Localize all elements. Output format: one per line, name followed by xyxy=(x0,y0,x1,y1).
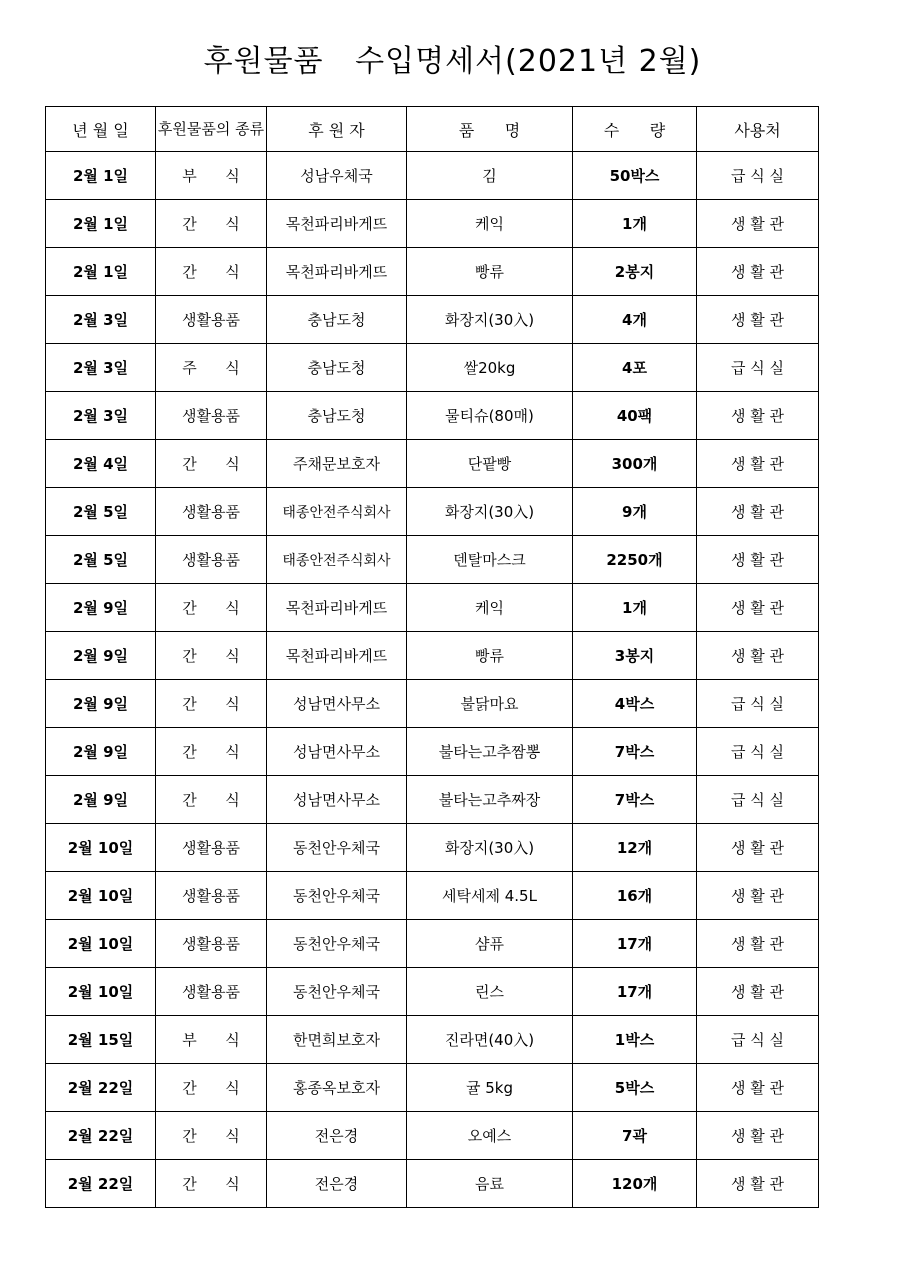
cell-category: 생활용품 xyxy=(156,872,267,920)
donation-ledger-table xyxy=(45,106,819,1208)
table-row xyxy=(46,392,819,440)
table-row xyxy=(46,440,819,488)
cell-quantity: 12개 xyxy=(573,824,697,872)
cell-date: 2월 22일 xyxy=(46,1112,156,1160)
cell-item: 음료 xyxy=(407,1160,573,1208)
cell-item: 불닭마요 xyxy=(407,680,573,728)
cell-donor: 성남면사무소 xyxy=(267,776,407,824)
cell-date: 2월 15일 xyxy=(46,1016,156,1064)
cell-category: 생활용품 xyxy=(156,824,267,872)
cell-category: 간 식 xyxy=(156,440,267,488)
table-header-row xyxy=(46,107,819,152)
cell-quantity: 4포 xyxy=(573,344,697,392)
cell-donor: 태종안전주식회사 xyxy=(267,536,407,584)
table-row xyxy=(46,680,819,728)
cell-destination: 급 식 실 xyxy=(697,1016,819,1064)
cell-donor: 충남도청 xyxy=(267,392,407,440)
cell-category: 생활용품 xyxy=(156,488,267,536)
cell-quantity: 40팩 xyxy=(573,392,697,440)
cell-category: 간 식 xyxy=(156,200,267,248)
cell-destination: 생 활 관 xyxy=(697,392,819,440)
table-row xyxy=(46,584,819,632)
table-body xyxy=(46,152,819,1208)
cell-category: 간 식 xyxy=(156,776,267,824)
table-row xyxy=(46,872,819,920)
cell-quantity: 17개 xyxy=(573,968,697,1016)
cell-quantity: 1박스 xyxy=(573,1016,697,1064)
cell-item: 케익 xyxy=(407,584,573,632)
cell-date: 2월 4일 xyxy=(46,440,156,488)
cell-quantity: 16개 xyxy=(573,872,697,920)
cell-donor: 전은경 xyxy=(267,1160,407,1208)
cell-donor: 한면희보호자 xyxy=(267,1016,407,1064)
cell-quantity: 7곽 xyxy=(573,1112,697,1160)
cell-donor: 목천파리바게뜨 xyxy=(267,584,407,632)
header-destination: 사용처 xyxy=(697,107,819,152)
cell-quantity: 4개 xyxy=(573,296,697,344)
cell-quantity: 50박스 xyxy=(573,152,697,200)
table-row xyxy=(46,728,819,776)
cell-quantity: 7박스 xyxy=(573,776,697,824)
cell-item: 단팥빵 xyxy=(407,440,573,488)
cell-destination: 급 식 실 xyxy=(697,680,819,728)
cell-item: 쌀20kg xyxy=(407,344,573,392)
cell-donor: 동천안우체국 xyxy=(267,872,407,920)
cell-donor: 주채문보호자 xyxy=(267,440,407,488)
cell-destination: 생 활 관 xyxy=(697,872,819,920)
cell-quantity: 2봉지 xyxy=(573,248,697,296)
cell-date: 2월 10일 xyxy=(46,872,156,920)
cell-destination: 생 활 관 xyxy=(697,200,819,248)
cell-destination: 생 활 관 xyxy=(697,632,819,680)
table-row xyxy=(46,776,819,824)
cell-date: 2월 10일 xyxy=(46,968,156,1016)
cell-item: 빵류 xyxy=(407,632,573,680)
header-date: 년 월 일 xyxy=(46,107,156,152)
cell-item: 세탁세제 4.5L xyxy=(407,872,573,920)
cell-quantity: 1개 xyxy=(573,200,697,248)
cell-item: 린스 xyxy=(407,968,573,1016)
table-row xyxy=(46,1016,819,1064)
table-row xyxy=(46,344,819,392)
cell-category: 간 식 xyxy=(156,584,267,632)
cell-destination: 급 식 실 xyxy=(697,344,819,392)
cell-date: 2월 3일 xyxy=(46,392,156,440)
cell-item: 케익 xyxy=(407,200,573,248)
cell-category: 주 식 xyxy=(156,344,267,392)
cell-donor: 목천파리바게뜨 xyxy=(267,632,407,680)
cell-item: 불타는고추짬뽕 xyxy=(407,728,573,776)
header-donor: 후 원 자 xyxy=(267,107,407,152)
cell-donor: 홍종옥보호자 xyxy=(267,1064,407,1112)
cell-destination: 생 활 관 xyxy=(697,824,819,872)
cell-quantity: 300개 xyxy=(573,440,697,488)
cell-date: 2월 5일 xyxy=(46,536,156,584)
cell-category: 간 식 xyxy=(156,248,267,296)
cell-destination: 생 활 관 xyxy=(697,248,819,296)
cell-item: 불타는고추짜장 xyxy=(407,776,573,824)
cell-destination: 생 활 관 xyxy=(697,536,819,584)
cell-donor: 태종안전주식회사 xyxy=(267,488,407,536)
cell-date: 2월 1일 xyxy=(46,152,156,200)
cell-quantity: 2250개 xyxy=(573,536,697,584)
cell-destination: 급 식 실 xyxy=(697,776,819,824)
table-row xyxy=(46,488,819,536)
cell-date: 2월 10일 xyxy=(46,824,156,872)
cell-destination: 생 활 관 xyxy=(697,920,819,968)
cell-date: 2월 22일 xyxy=(46,1160,156,1208)
table-row xyxy=(46,296,819,344)
header-category: 후원물품의 종류 xyxy=(156,107,267,152)
cell-date: 2월 9일 xyxy=(46,584,156,632)
cell-category: 생활용품 xyxy=(156,296,267,344)
cell-donor: 목천파리바게뜨 xyxy=(267,248,407,296)
table-row xyxy=(46,536,819,584)
cell-item: 화장지(30入) xyxy=(407,824,573,872)
cell-date: 2월 5일 xyxy=(46,488,156,536)
cell-destination: 생 활 관 xyxy=(697,1112,819,1160)
cell-date: 2월 1일 xyxy=(46,248,156,296)
cell-donor: 동천안우체국 xyxy=(267,824,407,872)
cell-quantity: 5박스 xyxy=(573,1064,697,1112)
cell-quantity: 1개 xyxy=(573,584,697,632)
cell-quantity: 9개 xyxy=(573,488,697,536)
table-row xyxy=(46,248,819,296)
cell-category: 부 식 xyxy=(156,1016,267,1064)
header-quantity: 수 량 xyxy=(573,107,697,152)
cell-donor: 성남면사무소 xyxy=(267,728,407,776)
cell-donor: 충남도청 xyxy=(267,296,407,344)
cell-date: 2월 9일 xyxy=(46,680,156,728)
cell-date: 2월 1일 xyxy=(46,200,156,248)
cell-donor: 전은경 xyxy=(267,1112,407,1160)
cell-category: 부 식 xyxy=(156,152,267,200)
cell-date: 2월 10일 xyxy=(46,920,156,968)
cell-date: 2월 9일 xyxy=(46,632,156,680)
cell-item: 덴탈마스크 xyxy=(407,536,573,584)
cell-category: 생활용품 xyxy=(156,392,267,440)
cell-category: 간 식 xyxy=(156,728,267,776)
cell-date: 2월 3일 xyxy=(46,296,156,344)
cell-destination: 생 활 관 xyxy=(697,1064,819,1112)
table-row xyxy=(46,632,819,680)
cell-quantity: 17개 xyxy=(573,920,697,968)
table-row xyxy=(46,200,819,248)
cell-date: 2월 3일 xyxy=(46,344,156,392)
cell-item: 빵류 xyxy=(407,248,573,296)
cell-destination: 생 활 관 xyxy=(697,968,819,1016)
cell-category: 간 식 xyxy=(156,680,267,728)
cell-category: 간 식 xyxy=(156,632,267,680)
header-item: 품 명 xyxy=(407,107,573,152)
cell-quantity: 4박스 xyxy=(573,680,697,728)
cell-destination: 급 식 실 xyxy=(697,728,819,776)
table-row xyxy=(46,1160,819,1208)
cell-category: 간 식 xyxy=(156,1160,267,1208)
cell-item: 화장지(30入) xyxy=(407,488,573,536)
cell-donor: 성남우체국 xyxy=(267,152,407,200)
table-row xyxy=(46,824,819,872)
cell-item: 화장지(30入) xyxy=(407,296,573,344)
cell-category: 생활용품 xyxy=(156,968,267,1016)
cell-donor: 성남면사무소 xyxy=(267,680,407,728)
cell-destination: 급 식 실 xyxy=(697,152,819,200)
table-row xyxy=(46,920,819,968)
cell-category: 간 식 xyxy=(156,1112,267,1160)
cell-destination: 생 활 관 xyxy=(697,296,819,344)
cell-category: 간 식 xyxy=(156,1064,267,1112)
cell-destination: 생 활 관 xyxy=(697,488,819,536)
cell-quantity: 7박스 xyxy=(573,728,697,776)
cell-date: 2월 22일 xyxy=(46,1064,156,1112)
cell-date: 2월 9일 xyxy=(46,776,156,824)
cell-destination: 생 활 관 xyxy=(697,1160,819,1208)
table-row xyxy=(46,152,819,200)
cell-donor: 목천파리바게뜨 xyxy=(267,200,407,248)
cell-quantity: 120개 xyxy=(573,1160,697,1208)
cell-item: 샴퓨 xyxy=(407,920,573,968)
cell-donor: 동천안우체국 xyxy=(267,968,407,1016)
cell-item: 오예스 xyxy=(407,1112,573,1160)
cell-category: 생활용품 xyxy=(156,536,267,584)
table-row xyxy=(46,1112,819,1160)
cell-item: 김 xyxy=(407,152,573,200)
cell-category: 생활용품 xyxy=(156,920,267,968)
cell-item: 진라면(40入) xyxy=(407,1016,573,1064)
cell-destination: 생 활 관 xyxy=(697,440,819,488)
document-title: 후원물품 수입명세서(2021년 2월) xyxy=(203,44,702,79)
cell-item: 귤 5kg xyxy=(407,1064,573,1112)
cell-donor: 충남도청 xyxy=(267,344,407,392)
cell-date: 2월 9일 xyxy=(46,728,156,776)
cell-item: 물티슈(80매) xyxy=(407,392,573,440)
table-row xyxy=(46,1064,819,1112)
cell-donor: 동천안우체국 xyxy=(267,920,407,968)
cell-quantity: 3봉지 xyxy=(573,632,697,680)
cell-destination: 생 활 관 xyxy=(697,584,819,632)
table-row xyxy=(46,968,819,1016)
